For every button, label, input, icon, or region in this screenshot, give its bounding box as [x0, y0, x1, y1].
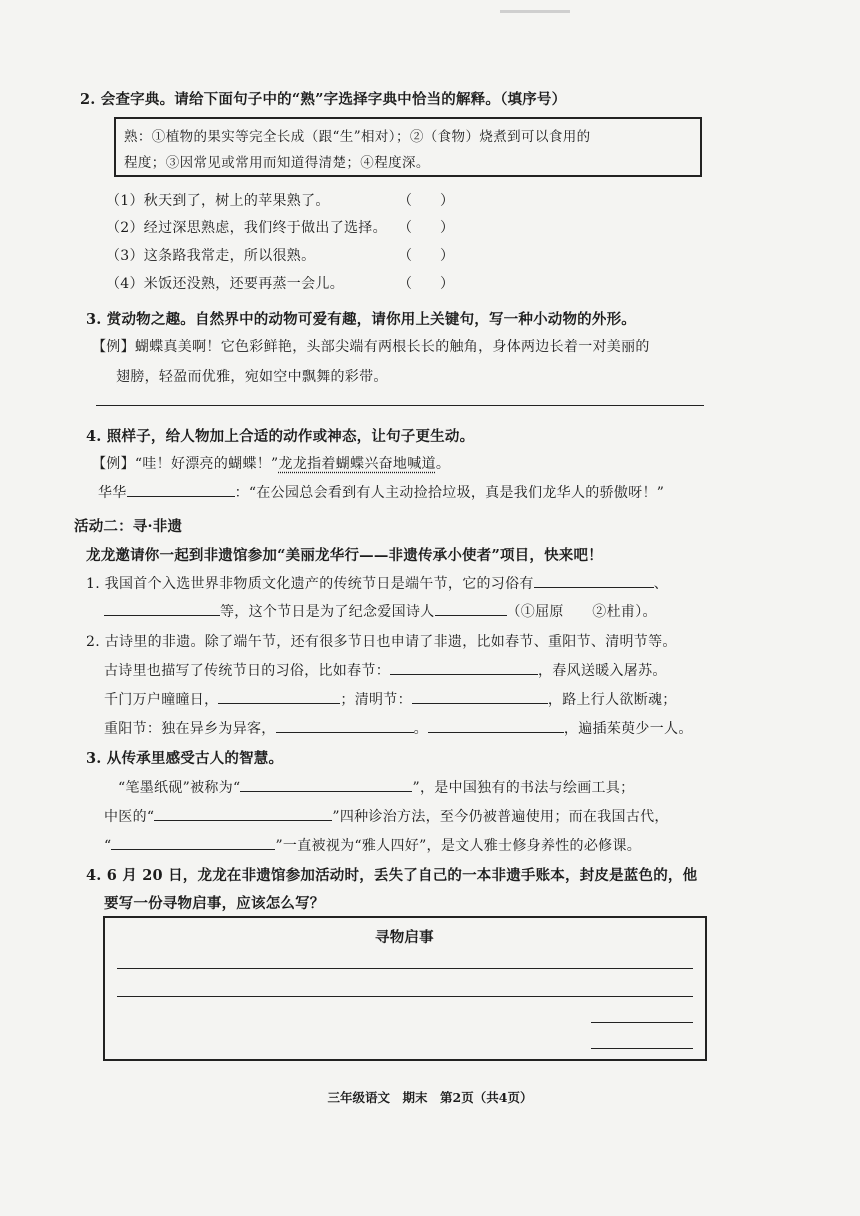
q4-blank[interactable] [127, 482, 235, 497]
a3-blank-1[interactable] [240, 777, 412, 792]
scan-mark [500, 10, 570, 13]
lost-notice-title: 寻物启事 [375, 929, 434, 946]
a1-line2-a: 等，这个节日是为了纪念爱国诗人 [220, 604, 435, 620]
a2-line-1: 2. 古诗里的非遗。除了端午节，还有很多节日也申请了非遗，比如春节、重阳节、清明节等。 [86, 634, 677, 650]
q3-title: 3. 赏动物之趣。自然界中的动物可爱有趣，请你用上关键句，写一种小动物的外形。 [86, 311, 636, 328]
a3-line2-a: 中医的“ [104, 809, 155, 825]
a1-line2-b: （①屈原 ②杜甫）。 [506, 604, 657, 620]
a1-blank-3[interactable] [435, 601, 507, 616]
q2-answer-2[interactable]: （ ） [398, 220, 454, 236]
q4-title: 4. 照样子，给人物加上合适的动作或神态，让句子更生动。 [86, 428, 475, 445]
q4-example-prefix: 【例】“哇！好漂亮的蝴蝶！” [92, 456, 279, 472]
a2-blank-4[interactable] [276, 718, 414, 733]
dict-line-1: 熟：①植物的果实等完全长成（跟“生”相对）；②（食物）烧煮到可以食用的 [124, 129, 591, 145]
q4-example-dotted: 龙龙指着蝴蝶兴奋地喊道 [278, 456, 436, 472]
q2-answer-3[interactable]: （ ） [398, 248, 454, 264]
a2-line2-b: ，春风送暖入屠苏。 [538, 663, 667, 679]
activity2-intro: 龙龙邀请你一起到非遗馆参加“美丽龙华行——非遗传承小使者”项目，快来吧！ [86, 547, 603, 564]
a3-blank-2[interactable] [154, 806, 332, 821]
a3-line1-a: “笔墨纸砚”被称为“ [118, 780, 241, 796]
q4-quote: ：“在公园总会看到有人主动捡拾垃圾，真是我们龙华人的骄傲呀！” [234, 485, 665, 501]
a1-sep: 、 [653, 576, 669, 592]
q2-item-1: （1）秋天到了，树上的苹果熟了。 [106, 193, 330, 209]
a1-line-1 [86, 573, 668, 593]
a2-line3-c: ，路上行人欲断魂； [547, 692, 677, 708]
notice-signature-line[interactable] [591, 1022, 693, 1023]
q2-answer-4[interactable]: （ ） [398, 276, 454, 292]
dict-line-2: 程度；③因常见或常用而知道得清楚；④程度深。 [124, 155, 430, 171]
a2-line-2 [104, 660, 667, 680]
a2-line-4 [104, 718, 693, 738]
a2-line-3 [104, 689, 677, 709]
a2-blank-1[interactable] [390, 660, 538, 675]
a2-line4-a: 重阳节：独在异乡为异客， [104, 721, 276, 737]
q3-example-line-2: 翅膀，轻盈而优雅，宛如空中飘舞的彩带。 [116, 369, 388, 385]
a1-line-2 [104, 601, 657, 621]
q4-example [92, 453, 450, 473]
notice-line-2[interactable] [117, 996, 693, 997]
a1-line1-text: 1. 我国首个入选世界非物质文化遗产的传统节日是端午节，它的习俗有 [86, 576, 534, 592]
a3-line1-b: ”，是中国独有的书法与绘画工具； [412, 780, 635, 796]
a3-line-3 [104, 835, 641, 855]
a2-line3-a: 千门万户曈曈日， [104, 692, 219, 708]
a4-line-1: 4. 6 月 20 日，龙龙在非遗馆参加活动时，丢失了自己的一本非遗手账本，封皮是蓝色的，他 [86, 867, 698, 884]
a3-title: 3. 从传承里感受古人的智慧。 [86, 750, 284, 767]
a3-line2-b: ”四种诊治方法，至今仍被普遍使用；而在我国古代， [332, 809, 669, 825]
a1-blank-2[interactable] [104, 601, 220, 616]
notice-date-line[interactable] [591, 1048, 693, 1049]
q2-item-2: （2）经过深思熟虑，我们终于做出了选择。 [106, 220, 387, 236]
notice-line-1[interactable] [117, 968, 693, 969]
q2-item-4: （4）米饭还没熟，还要再蒸一会儿。 [106, 276, 345, 292]
activity2-heading: 活动二：寻·非遗 [74, 518, 183, 535]
q2-item-3: （3）这条路我常走，所以很熟。 [106, 248, 316, 264]
page-footer: 三年级语文 期末 第2页（共4页） [327, 1090, 533, 1105]
q4-example-end: 。 [435, 456, 451, 472]
a3-line3-b: ”一直被视为“雅人四好”，是文人雅士修身养性的必修课。 [275, 838, 642, 854]
a2-line2-a: 古诗里也描写了传统节日的习俗，比如春节： [104, 663, 390, 679]
q2-answer-1[interactable]: （ ） [398, 193, 454, 209]
a1-blank-1[interactable] [534, 573, 654, 588]
a3-blank-3[interactable] [111, 835, 275, 850]
a3-line-1 [118, 777, 634, 797]
a2-line4-b: 。 [413, 721, 428, 737]
a3-line3-a: “ [104, 838, 112, 854]
a4-line-2: 要写一份寻物启事，应该怎么写？ [104, 895, 325, 912]
a2-blank-5[interactable] [428, 718, 564, 733]
q3-example-line-1: 【例】蝴蝶真美啊！它色彩鲜艳，头部尖端有两根长长的触角，身体两边长着一对美丽的 [92, 339, 650, 355]
a2-blank-2[interactable] [218, 689, 340, 704]
a3-line-2 [104, 806, 669, 826]
q4-name: 华华 [98, 485, 127, 501]
q4-task [98, 482, 664, 502]
q2-title: 2. 会查字典。请给下面句子中的“熟”字选择字典中恰当的解释。（填序号） [80, 91, 567, 108]
dictionary-box [114, 117, 702, 177]
a2-line4-c: ，遍插茱萸少一人。 [563, 721, 693, 737]
a2-blank-3[interactable] [412, 689, 548, 704]
q3-answer-line[interactable] [96, 405, 704, 406]
a2-line3-b: ；清明节： [340, 692, 412, 708]
lost-notice-box [103, 916, 707, 1061]
